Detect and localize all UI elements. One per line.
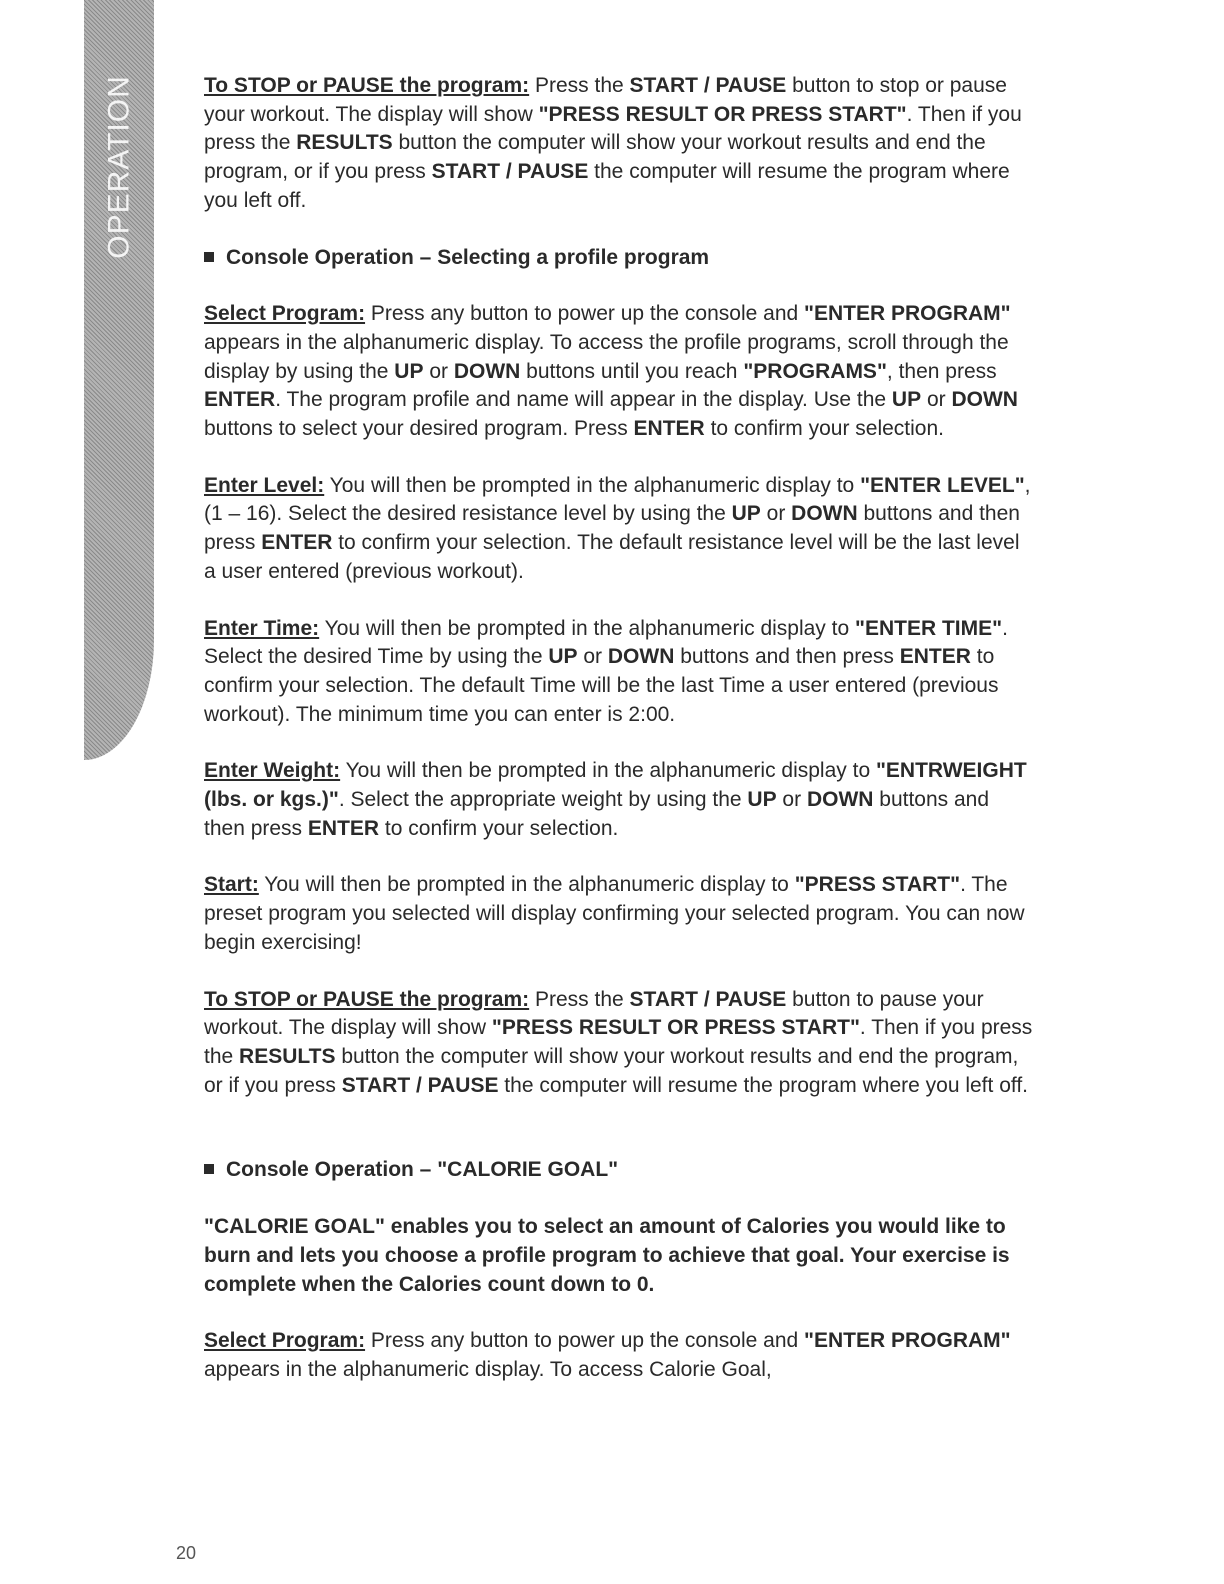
section-heading-profile: Console Operation – Selecting a profile program (204, 244, 1034, 273)
enter-level-paragraph: Enter Level: You will then be prompted in the alphanumeric display to "ENTER LEVEL", (1 – 16). Select the desired resistance level by using the UP or DOWN buttons and then press ENTER to confirm your selection. The default resistance level will be the last level a user entered (previous workout). (204, 473, 1031, 583)
term: Select Program: (204, 302, 366, 326)
page-number: 20 (176, 1543, 197, 1563)
section-tab-label (92, 72, 148, 262)
calorie-goal-intro: "CALORIE GOAL" enables you to select an amount of Calories you would like to burn and lets you choose a profile program to achieve that goal. Your exercise is complete when the Calories count down to 0. (204, 1215, 1010, 1296)
stop-pause-paragraph-2: To STOP or PAUSE the program: Press the START / PAUSE button to pause your workout. The display will show "PRESS RESULT OR PRESS START". Then if you press the RESULTS button the computer will show your workout results and end the program, or if you press START / PAUSE the computer will resume the program where you left off. (204, 987, 1033, 1097)
section-heading-calorie-goal: Console Operation – "CALORIE GOAL" (204, 1156, 1034, 1185)
term: Enter Time: (204, 616, 320, 640)
term: To STOP or PAUSE the program: (204, 987, 530, 1011)
term: Start: (204, 873, 259, 897)
term: Enter Weight: (204, 759, 341, 783)
enter-time-paragraph: Enter Time: You will then be prompted in the alphanumeric display to "ENTER TIME". Select the desired Time by using the UP or DOWN buttons and then press ENTER to confirm your selection. The default Time will be the last Time a user entered (previous workout). The minimum time you can enter is 2:00. (204, 616, 1008, 726)
enter-weight-paragraph: Enter Weight: You will then be prompted in the alphanumeric display to "ENTRWEIGHT (lbs. or kgs.)". Select the appropriate weight by using the UP or DOWN buttons and then press ENTER to confirm your selection. (204, 759, 1027, 840)
select-program-paragraph: Select Program: Press any button to power up the console and "ENTER PROGRAM" appears in the alphanumeric display. To access the profile programs, scroll through the display by using the UP or DOWN buttons until you reach "PROGRAMS", then press ENTER. The program profile and name will appear in the display. Use the UP or DOWN buttons to select your desired program. Press ENTER to confirm your selection. (204, 302, 1018, 441)
select-program-paragraph-2: Select Program: Press any button to power up the console and "ENTER PROGRAM" appears in the alphanumeric display. To access Calorie Goal, (204, 1329, 1011, 1381)
stop-pause-paragraph: To STOP or PAUSE the program: Press the START / PAUSE button to stop or pause your workout. The display will show "PRESS RESULT OR PRESS START". Then if you press the RESULTS button the computer will show your workout results and end the program, or if you press START / PAUSE the computer will resume the program where you left off. (204, 74, 1022, 212)
bullet-icon (204, 1164, 214, 1174)
bullet-icon (204, 252, 214, 262)
manual-content (204, 72, 1034, 1413)
term: To STOP or PAUSE the program: (204, 74, 530, 97)
term: Select Program: (204, 1329, 366, 1353)
term: Enter Level: (204, 473, 325, 497)
start-paragraph: Start: You will then be prompted in the alphanumeric display to "PRESS START". The preset program you selected will display confirming your selected program. You can now begin exercising! (204, 873, 1025, 954)
section-tab-text: OPERATION (103, 75, 136, 259)
